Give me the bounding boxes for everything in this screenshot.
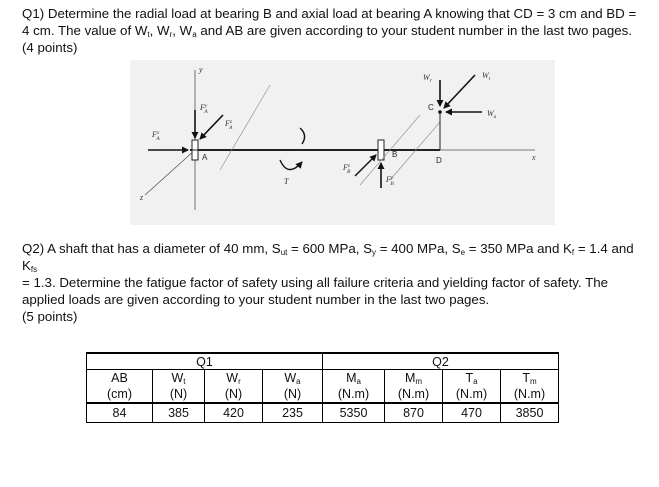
group-q2-header: Q2 [323, 353, 559, 370]
force-wt-arrow [444, 75, 475, 108]
value-cell: 3850 [501, 403, 559, 423]
x-axis-label: x [532, 153, 536, 162]
force-wt-label: $W_t$ [482, 71, 491, 82]
z-axis-label: z [140, 193, 144, 202]
force-a-z-arrow [200, 115, 223, 139]
unit-cell: (N) [263, 386, 323, 403]
header-ta: $T_a$ [443, 370, 501, 387]
bearing-b [378, 140, 384, 160]
unit-cell: (N.m) [501, 386, 559, 403]
shaft-free-body-diagram [130, 60, 555, 225]
point-c-label: C [428, 103, 434, 112]
force-wr-label: $W_r$ [423, 73, 432, 84]
unit-cell: (N) [153, 386, 205, 403]
value-cell: 385 [153, 403, 205, 423]
force-a-z-label: $F^z$ A [225, 119, 233, 131]
unit-cell: (N.m) [443, 386, 501, 403]
value-cell: 870 [385, 403, 443, 423]
question-1-text [22, 5, 652, 56]
table-unit-row [87, 386, 559, 403]
table-value-row [87, 403, 559, 423]
point-a-label: A [202, 153, 208, 162]
force-b-y-label: $F^y$ B [386, 175, 394, 187]
value-cell: 420 [205, 403, 263, 423]
q2-line-2: = 1.3. Determine the fatigue factor of safety using all failure criteria and yielding factor of safety. The [22, 275, 608, 290]
question-2-text [22, 240, 652, 325]
q2-points: (5 points) [22, 309, 78, 324]
force-b-z-arrow [355, 155, 376, 176]
torque-arrow [280, 160, 302, 170]
torque-label: T [284, 177, 289, 186]
header-tm: $T_m$ [501, 370, 559, 387]
student-values-table [86, 352, 559, 423]
q2-line-1: Q2) A shaft that has a diameter of 40 mm, $S_{ut} = 600$ MPa, $S_y = 400$ MPa, $S_e = 350$ MPa and $K_f = 1.4$ and $K_{fs}$ [22, 241, 634, 274]
q2-line-3: applied loads are given according to your student number in the last two pages. [22, 292, 490, 307]
unit-cell: (N.m) [323, 386, 385, 403]
header-wr: $W_r$ [205, 370, 263, 387]
unit-cell: (N.m) [385, 386, 443, 403]
header-wt: $W_t$ [153, 370, 205, 387]
force-b-z-label: $F^z$ B [343, 163, 351, 175]
force-a-x-label: $F^x$ A [152, 130, 160, 142]
header-mm: $M_m$ [385, 370, 443, 387]
force-a-y-label: $F^y$ A [200, 103, 208, 115]
header-ma: $M_a$ [323, 370, 385, 387]
q1-line-1: Q1) Determine the radial load at bearing B and axial load at bearing A knowing that CD = 3 cm and BD = [22, 6, 637, 21]
value-cell: 235 [263, 403, 323, 423]
point-b-label: B [392, 150, 398, 159]
header-ab: AB [87, 370, 153, 387]
group-q1-header: Q1 [87, 353, 323, 370]
value-cell: 5350 [323, 403, 385, 423]
value-cell: 84 [87, 403, 153, 423]
q1-points: (4 points) [22, 40, 78, 55]
force-wa-label: $W_a$ [487, 109, 497, 120]
unit-cell: (N) [205, 386, 263, 403]
unit-cell: (cm) [87, 386, 153, 403]
z-axis [145, 150, 195, 195]
y-axis-label: y [199, 65, 203, 74]
gear-point-c [438, 110, 442, 114]
q1-line-2: 4 cm. The value of $W_t$, $W_r$, $W_a$ and AB are given according to your student number in the last two pages. [22, 23, 633, 39]
value-cell: 470 [443, 403, 501, 423]
header-wa: $W_a$ [263, 370, 323, 387]
table-group-header-row [87, 353, 559, 370]
table-symbol-row [87, 370, 559, 387]
point-d-label: D [436, 156, 442, 165]
